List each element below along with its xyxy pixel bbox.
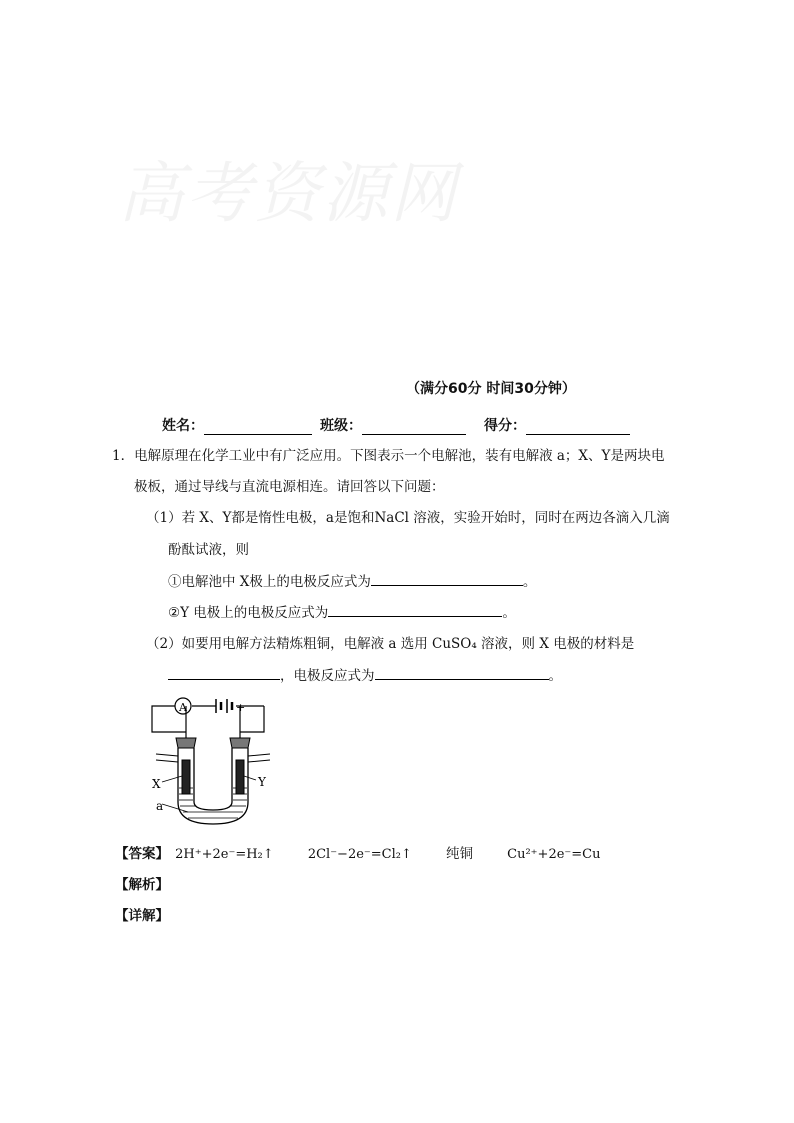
analysis-tag: 【解析】 <box>115 877 169 893</box>
part1-q2-end: 。 <box>502 605 516 621</box>
plus-label: + <box>236 701 246 714</box>
part2-line2-mid: ，电极反应式为 <box>280 668 375 684</box>
score-blank[interactable] <box>526 420 630 435</box>
part1-q1-end: 。 <box>522 574 537 590</box>
name-blank[interactable] <box>204 420 312 435</box>
question-stem-line1 <box>112 446 664 466</box>
a-label: a <box>156 799 164 813</box>
class-blank[interactable] <box>362 420 466 435</box>
left-stopper <box>176 738 196 748</box>
score-field[interactable] <box>484 415 630 435</box>
name-label: 姓名： <box>162 418 204 434</box>
answer-2: 2Cl⁻−2e⁻=Cl₂↑ <box>307 847 412 862</box>
u-tube-inner <box>194 748 232 810</box>
part2-line2-end: 。 <box>548 668 562 684</box>
part2-equation-blank[interactable] <box>375 665 549 680</box>
right-side-tube <box>248 754 270 762</box>
y-electrode <box>236 760 244 794</box>
question-stem-line2: 极板，通过导线与直流电源相连。请回答以下问题： <box>134 479 445 495</box>
x-electrode <box>182 760 190 794</box>
part2-line1: （2）如要用电解方法精炼粗铜，电解液 a 选用 CuSO₄ 溶液，则 X 电极的材料是 <box>146 636 635 652</box>
answer-row <box>115 842 600 862</box>
part1-q2-text: ②Y 电极上的电极反应式为 <box>168 605 329 621</box>
question-stem-text1: 电解原理在化学工业中有广泛应用。下图表示一个电解池，装有电解液 a；X、Y是两块电 <box>134 448 665 464</box>
answer-4: Cu²⁺+2e⁻=Cu <box>507 847 601 862</box>
part1-line1: （1）若 X、Y都是惰性电极，a是饱和NaCl 溶液，实验开始时，同时在两边各滴入几滴 <box>146 510 670 526</box>
class-field[interactable] <box>320 415 466 435</box>
y-label: Y <box>258 775 266 789</box>
left-side-tube <box>156 754 178 762</box>
name-field[interactable] <box>162 415 312 435</box>
part1-q1-text: ①电解池中 X极上的电极反应式为 <box>168 574 371 590</box>
part1-q1 <box>168 571 536 592</box>
answer-tag: 【答案】 <box>115 846 169 862</box>
ammeter-label: A <box>179 701 187 714</box>
part1-q2-blank[interactable] <box>328 602 502 617</box>
part1-q1-blank[interactable] <box>371 571 523 586</box>
x-label: X <box>152 777 161 791</box>
part1-line2: 酚酞试液，则 <box>168 542 249 558</box>
part1-q2 <box>168 602 516 623</box>
question-number: 1． <box>112 448 135 464</box>
part2-line2 <box>168 665 562 686</box>
electrolysis-cell-diagram <box>148 690 278 830</box>
detail-tag: 【详解】 <box>115 908 169 924</box>
answer-3: 纯铜 <box>446 846 474 862</box>
class-label: 班级： <box>320 418 362 434</box>
right-stopper <box>230 738 250 748</box>
part2-material-blank[interactable] <box>168 665 280 680</box>
answer-1: 2H⁺+2e⁻=H₂↑ <box>175 847 274 862</box>
watermark-text: 高考资源网 <box>118 155 458 232</box>
score-label: 得分： <box>484 418 526 434</box>
full-score-time: （满分60分 时间30分钟） <box>406 381 576 397</box>
